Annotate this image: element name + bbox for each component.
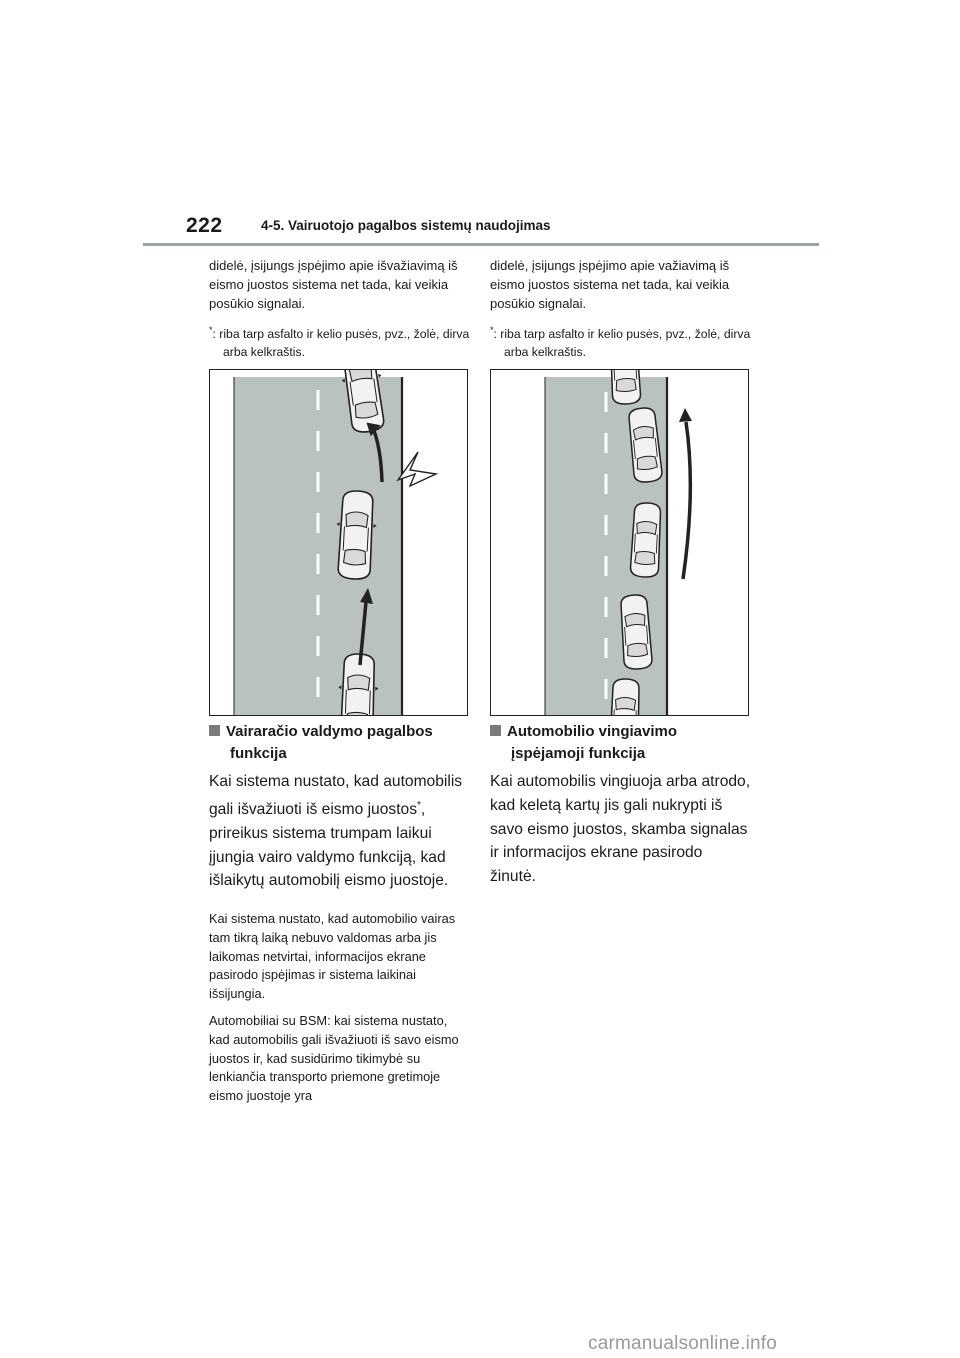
left-footnote-mark: * (209, 325, 213, 335)
header-rule (143, 243, 819, 246)
watermark: carmanualsonline.info (588, 1333, 778, 1354)
steering-assist-body-part1: Kai sistema nustato, kad automobilis gali išvažiuoti iš eismo juostos (209, 773, 463, 818)
right-intro (490, 256, 752, 361)
steering-assist-body (209, 770, 471, 893)
right-footnote-text: : riba tarp asfalto ir kelio pusės, pvz., žolė, dirva arba kelkraštis. (493, 327, 751, 360)
sway-warning-illustration (490, 369, 749, 716)
left-footnote (209, 321, 471, 361)
steering-assist-heading-line2: funkcija (230, 745, 287, 762)
left-intro (209, 256, 471, 361)
right-footnote (490, 321, 752, 361)
sway-warning-heading-line1: Automobilio vingiavimo (507, 723, 678, 740)
sway-warning-heading (490, 721, 750, 765)
square-bullet-icon (490, 725, 501, 736)
left-footnote-text: : riba tarp asfalto ir kelio pusės, pvz., žolė, dirva arba kelkraštis. (212, 327, 470, 360)
left-intro-text: didelė, įsijungs įspėjimo apie išvažiavimą iš eismo juostos sistema net tada, kai veikia posūkio signalai. (209, 258, 458, 311)
section-title: 4-5. Vairuotojo pagalbos sistemų naudojimas (261, 218, 551, 233)
square-bullet-icon (209, 725, 220, 736)
steering-assist-heading-line1: Vairaračio valdymo pagalbos (226, 723, 433, 740)
sway-warning-heading-line2: įspėjamoji funkcija (511, 745, 646, 762)
steering-assist-note-1: Kai sistema nustato, kad automobilio vairas tam tikrą laiką nebuvo valdomas arba jis laikomas netvirtai, informacijos ekrane pasirodo įspėjimas ir sistema laikinai išsijungia. (209, 911, 456, 1002)
sway-warning-body: Kai automobilis vingiuoja arba atrodo, kad keletą kartų jis gali nukrypti iš savo eismo juostos, skamba signalas ir informacijos ekrane pasirodo žinutė. (490, 773, 751, 886)
steering-assist-body-part2: , prireikus sistema trumpam laikui įjungia vairo valdymo funkciją, kad išlaikytų automobilį eismo juostoje. (209, 800, 449, 890)
steering-assist-body-sup: * (417, 799, 421, 811)
page-number: 222 (186, 214, 223, 237)
right-footnote-mark: * (490, 325, 494, 335)
steering-assist-note-2: Automobiliai su BSM: kai sistema nustato, kad automobilis gali išvažiuoti iš savo eismo juostos ir, kad susidūrimo tikimybė su lenkiančia transporto priemone gretimoje eismo juostoje yra (209, 1013, 459, 1104)
steering-assist-heading (209, 721, 469, 765)
steering-assist-illustration (209, 369, 468, 716)
right-intro-text: didelė, įsijungs įspėjimo apie važiavimą iš eismo juostos sistema net tada, kai veikia posūkio signalai. (490, 258, 730, 311)
